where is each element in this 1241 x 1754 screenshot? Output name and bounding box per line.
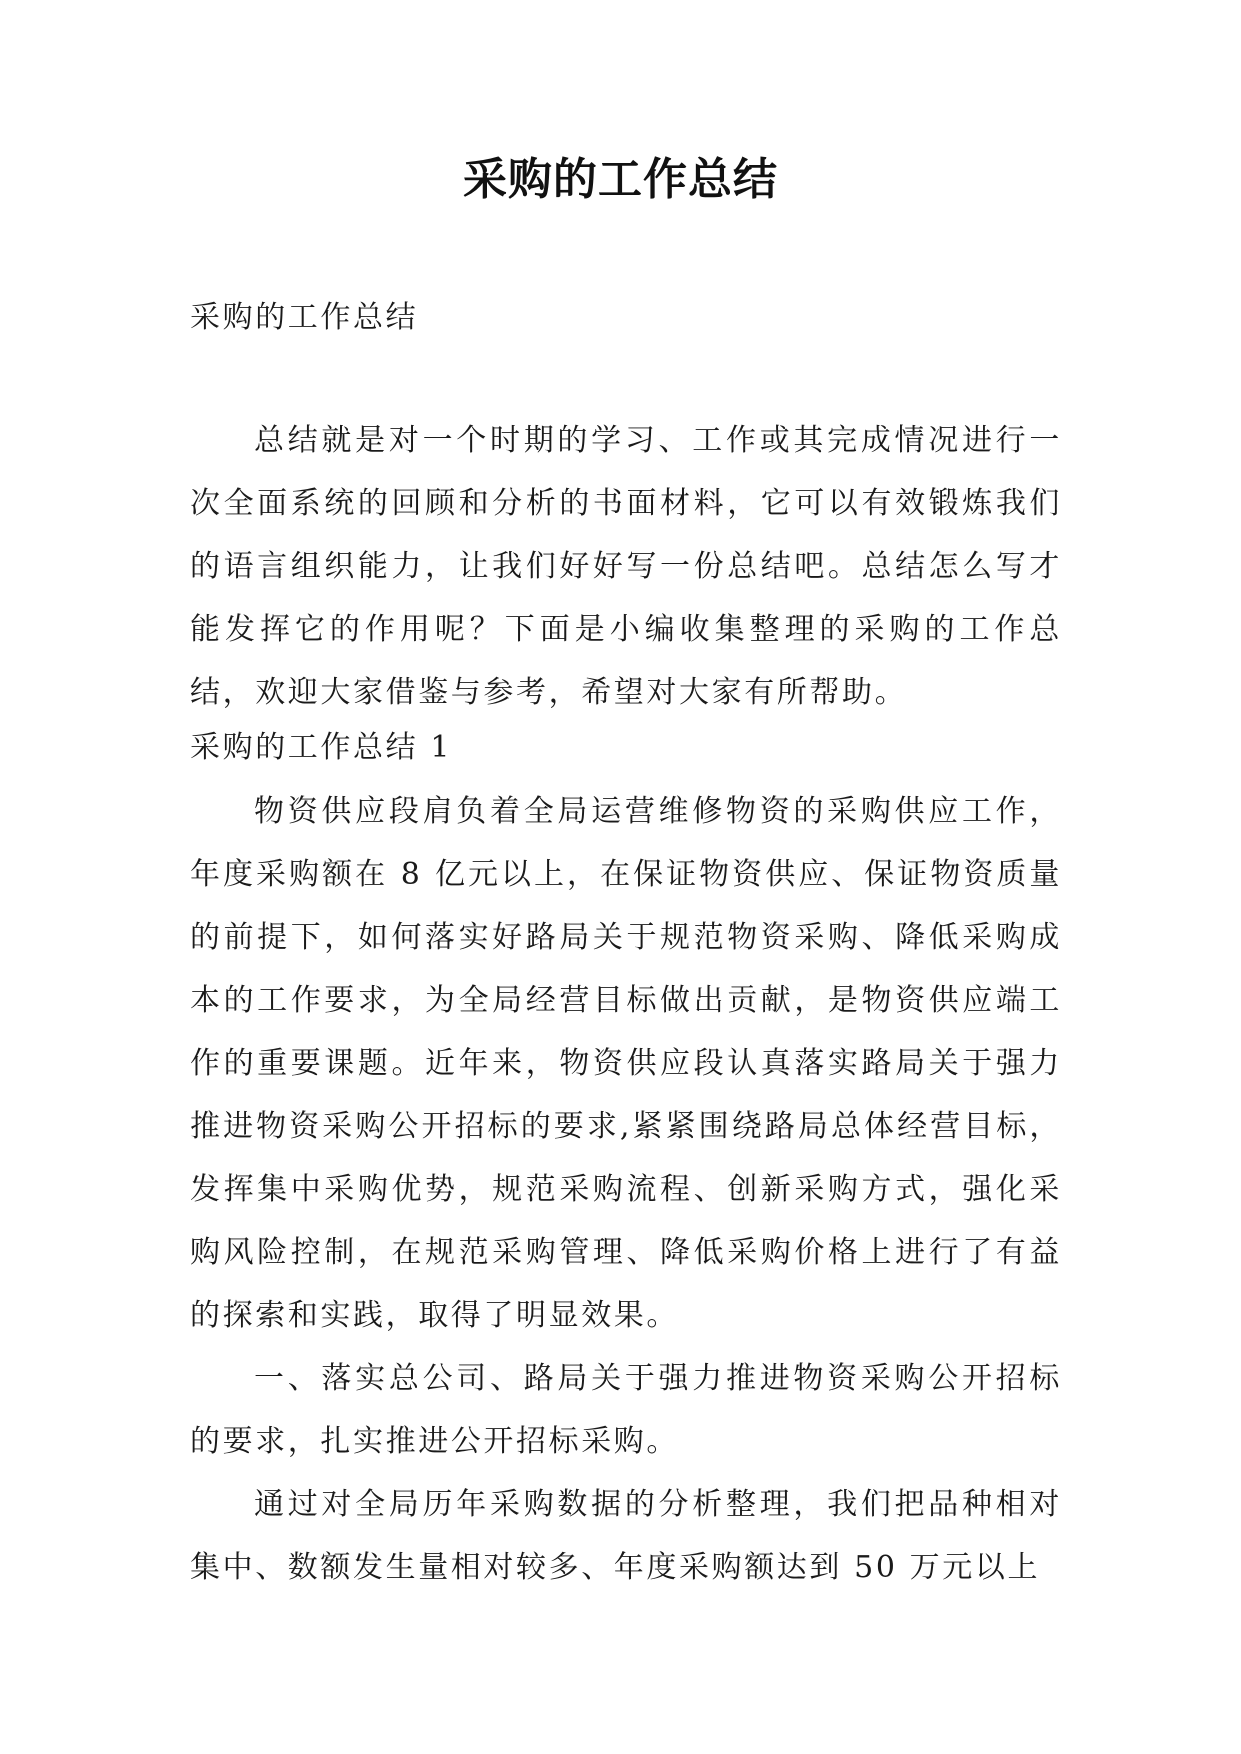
section-body	[190, 780, 1062, 1599]
document-title: 采购的工作总结	[463, 154, 778, 205]
body-paragraph: 通过对全局历年采购数据的分析整理，我们把品种相对集中、数额发生量相对较多、年度采购额达到 50 万元以上	[190, 1487, 1062, 1585]
intro-paragraph: 总结就是对一个时期的学习、工作或其完成情况进行一次全面系统的回顾和分析的书面材料，它可以有效锻炼我们的语言组织能力，让我们好好写一份总结吧。总结怎么写才能发挥它的作用呢？下面是小编收集整理的采购的工作总结，欢迎大家借鉴与参考，希望对大家有所帮助。	[190, 423, 1062, 710]
section-heading: 采购的工作总结 1	[190, 730, 453, 765]
body-paragraph: 物资供应段肩负着全局运营维修物资的采购供应工作，年度采购额在 8 亿元以上，在保证物资供应、保证物资质量的前提下，如何落实好路局关于规范物资采购、降低采购成本的工作要求，为全局经营目标做出贡献，是物资供应端工作的重要课题。近年来，物资供应段认真落实路局关于强力推进物资采购公开招标的要求,紧紧围绕路局总体经营目标，发挥集中采购优势，规范采购流程、创新采购方式，强化采购风险控制，在规范采购管理、降低采购价格上进行了有益的探索和实践，取得了明显效果。	[190, 794, 1062, 1333]
body-paragraph: 一、落实总公司、路局关于强力推进物资采购公开招标的要求，扎实推进公开招标采购。	[190, 1361, 1062, 1459]
document-subtitle: 采购的工作总结	[190, 300, 419, 335]
